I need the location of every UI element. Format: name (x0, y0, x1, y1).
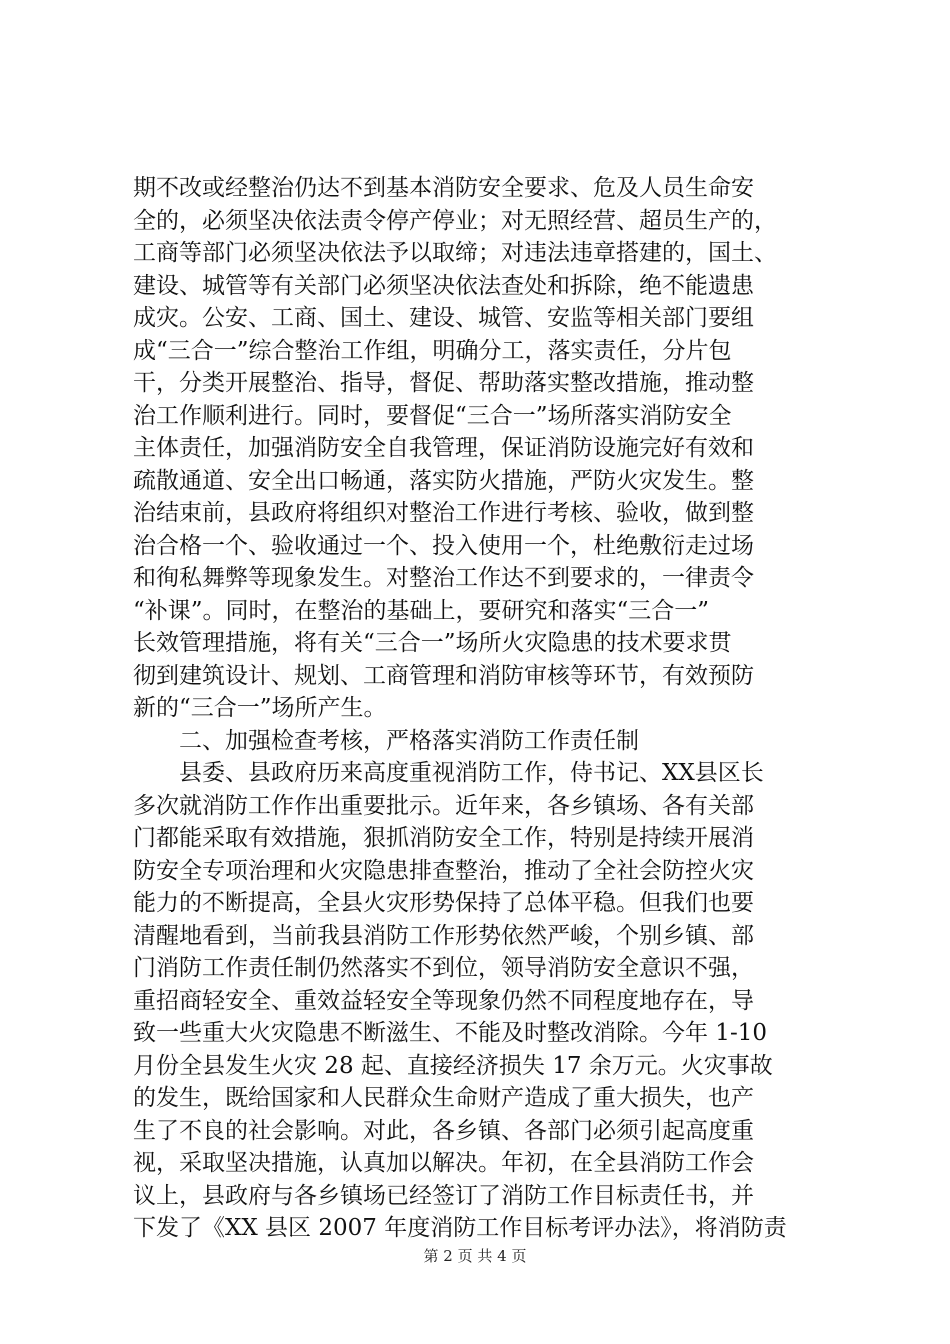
text-line: 成“三合一”综合整治工作组，明确分工，落实责任，分片包 (133, 337, 732, 364)
text-line: 工商等部门必须坚决依法予以取缔；对违法违章搭建的，国土、 (133, 240, 777, 266)
text-line: 彻到建筑设计、规划、工商管理和消防审核等环节，有效预防 (133, 662, 754, 689)
text-line: 治合格一个、验收通过一个、投入使用一个，杜绝敷衍走过场 (133, 532, 754, 559)
text-line: 生了不良的社会影响。对此，各乡镇、各部门必须引起高度重 (133, 1117, 754, 1144)
document-body (133, 172, 833, 1245)
text-line: 治工作顺利进行。同时，要督促“三合一”场所落实消防安全 (133, 402, 732, 429)
text-line: 治结束前，县政府将组织对整治工作进行考核、验收，做到整 (133, 500, 754, 526)
text-line: 期不改或经整治仍达不到基本消防安全要求、危及人员生命安 (133, 175, 754, 201)
text-line: 建设、城管等有关部门必须坚决依法查处和拆除，绝不能遗患 (133, 272, 754, 299)
text-line: 门消防工作责任制仍然落实不到位，领导消防安全意识不强， (133, 955, 754, 981)
text-line: 多次就消防工作作出重要批示。近年来，各乡镇场、各有关部 (133, 792, 754, 819)
text-line: 能力的不断提高，全县火灾形势保持了总体平稳。但我们也要 (133, 890, 754, 916)
text-line: 主体责任，加强消防安全自我管理，保证消防设施完好有效和 (133, 435, 754, 461)
text-line: 下发了《XX 县区 2007 年度消防工作目标考评办法》，将消防责 (133, 1215, 787, 1241)
section-heading: 二、加强检查考核，严格落实消防工作责任制 (133, 727, 639, 754)
text-line: 全的，必须坚决依法责令停产停业；对无照经营、超员生产的， (133, 207, 777, 234)
text-line: 疏散通道、安全出口畅通，落实防火措施，严防火灾发生。整 (133, 467, 754, 494)
text-line: 新的“三合一”场所产生。 (133, 695, 387, 721)
text-line: 致一些重大火灾隐患不断滋生、不能及时整改消除。今年 1-10 (133, 1020, 767, 1046)
text-line: 重招商轻安全、重效益轻安全等现象仍然不同程度地存在，导 (133, 987, 754, 1014)
text-line: “补课”。同时，在整治的基础上，要研究和落实“三合一” (133, 597, 710, 624)
text-line: 防安全专项治理和火灾隐患排查整治，推动了全社会防控火灾 (133, 857, 754, 884)
text-line: 月份全县发生火灾 28 起、直接经济损失 17 余万元。火灾事故 (133, 1052, 773, 1079)
text-line: 视，采取坚决措施，认真加以解决。年初，在全县消防工作会 (133, 1150, 754, 1176)
text-line: 和徇私舞弊等现象发生。对整治工作达不到要求的，一律责令 (133, 565, 754, 591)
page-number-footer: 第 2 页 共 4 页 (423, 1247, 527, 1265)
text-line: 成灾。公安、工商、国土、建设、城管、安监等相关部门要组 (133, 305, 754, 331)
text-line: 县委、县政府历来高度重视消防工作，侍书记、XX县区长 (133, 760, 764, 786)
text-line: 长效管理措施，将有关“三合一”场所火灾隐患的技术要求贯 (133, 630, 732, 656)
text-line: 议上，县政府与各乡镇场已经签订了消防工作目标责任书，并 (133, 1182, 754, 1209)
text-line: 的发生，既给国家和人民群众生命财产造成了重大损失，也产 (133, 1085, 754, 1111)
text-line: 干，分类开展整治、指导，督促、帮助落实整改措施，推动整 (133, 370, 754, 396)
text-line: 门都能采取有效措施，狠抓消防安全工作，特别是持续开展消 (133, 825, 754, 851)
text-line: 清醒地看到，当前我县消防工作形势依然严峻，个别乡镇、部 (133, 922, 754, 949)
